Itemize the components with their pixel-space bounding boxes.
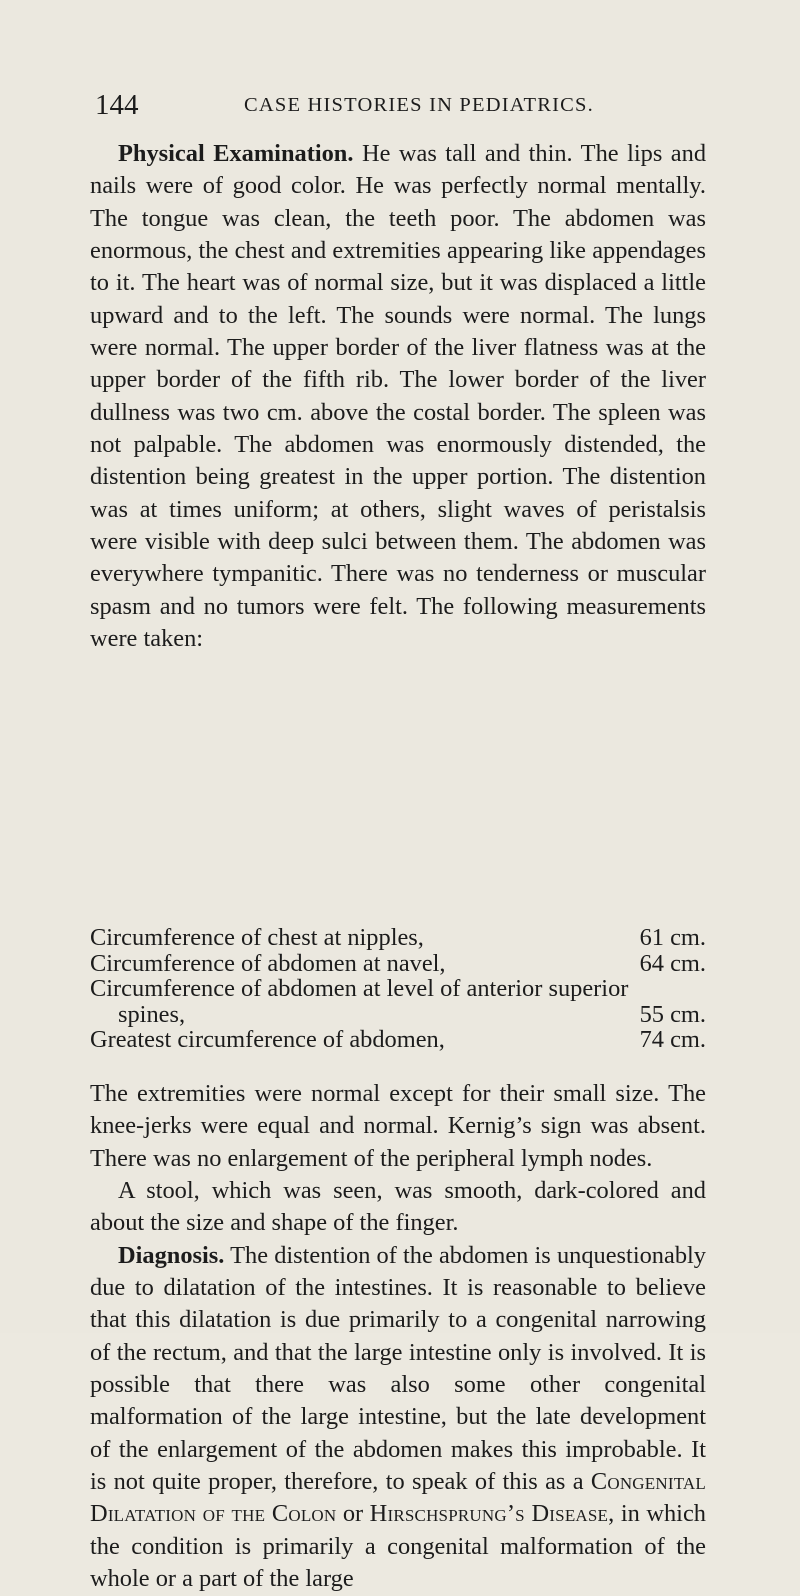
measurement-row-navel (90, 951, 706, 977)
physical-examination-text: He was tall and thin. The lips and nails were of good color. He was perfectly normal mentally. The tongue was clean, the teeth poor. The abdomen was enormous, the chest and extremities appearing like appendages to it. The heart was of normal size, but it was displaced a little upward and to the left. The sounds were normal. The lungs were normal. The upper border of the liver flatness was at the upper border of the fifth rib. The lower border of the liver dullness was two cm. above the costal border. The spleen was not palpable. The abdomen was enormously distended, the distention being greatest in the upper portion. The distention was at times uniform; at others, slight waves of peristalsis were visible with deep sulci between them. The abdomen was everywhere tympanitic. There was no tenderness or muscular spasm and no tumors were felt. The following measurements were taken: (90, 140, 707, 653)
physical-examination-heading: Physical Examination. (118, 140, 354, 167)
diagnosis-connector: or (342, 1500, 364, 1528)
measurement-row-chest (90, 925, 706, 951)
extremities-paragraph: The extremities were normal except for their small size. The knee-jerks were equal and normal. Kernig’s sign was absent. There was no enlargement of the peripheral lymph nodes. (90, 1080, 706, 1172)
continued-case-text (90, 1078, 706, 1596)
measurement-row-anterior-superior (90, 976, 706, 1002)
physical-examination-section (90, 138, 706, 656)
measurement-label: spines, (118, 1000, 186, 1028)
congenital-dilatation-term: Congenital Dilatation of the Colon (90, 1468, 706, 1528)
measurement-row-greatest (90, 1027, 706, 1053)
diagnosis-text: The distention of the abdomen is unquestionably due to dilatation of the intestines. It is reasonable to believe that this dilatation is due primarily to a congenital narrowing of the rectum, and that the large intestine only is involved. It is possible that there was also some other congenital malformation of the large intestine, but the late development of the enlargement of the abdomen makes this improbable. It is not quite proper, therefore, to speak of this as a (90, 1241, 706, 1496)
page-number: 144 (95, 89, 139, 121)
measurement-label: Greatest circumference of abdomen, (90, 1026, 445, 1053)
hirschsprung-disease-term: Hirschsprung’s Disease, (369, 1500, 615, 1528)
diagnosis-continuation: in which the condition is primarily a congenital malformation of the whole or a part of the large (90, 1500, 706, 1593)
measurement-value: 64 cm. (639, 949, 706, 977)
measurement-row-spines (90, 1002, 706, 1028)
measurement-value (634, 976, 706, 1002)
measurement-label: Circumference of chest at nipples, (90, 924, 424, 951)
measurement-label: Circumference of abdomen at level of anterior superior (90, 975, 629, 1002)
measurement-value: 61 cm. (639, 924, 706, 951)
measurement-value: 74 cm. (639, 1026, 706, 1053)
physical-examination-paragraph (90, 138, 706, 656)
measurement-label: Circumference of abdomen at navel, (90, 949, 446, 977)
diagnosis-heading: Diagnosis. (118, 1241, 225, 1269)
stool-paragraph: A stool, which was seen, was smooth, dark-colored and about the size and shape of the finger. (90, 1177, 706, 1237)
measurements-list (90, 925, 706, 1053)
diagnosis-paragraph (90, 1240, 706, 1596)
running-head (95, 88, 705, 122)
running-title: CASE HISTORIES IN PEDIATRICS. (244, 94, 594, 116)
measurement-value: 55 cm. (639, 1000, 706, 1028)
